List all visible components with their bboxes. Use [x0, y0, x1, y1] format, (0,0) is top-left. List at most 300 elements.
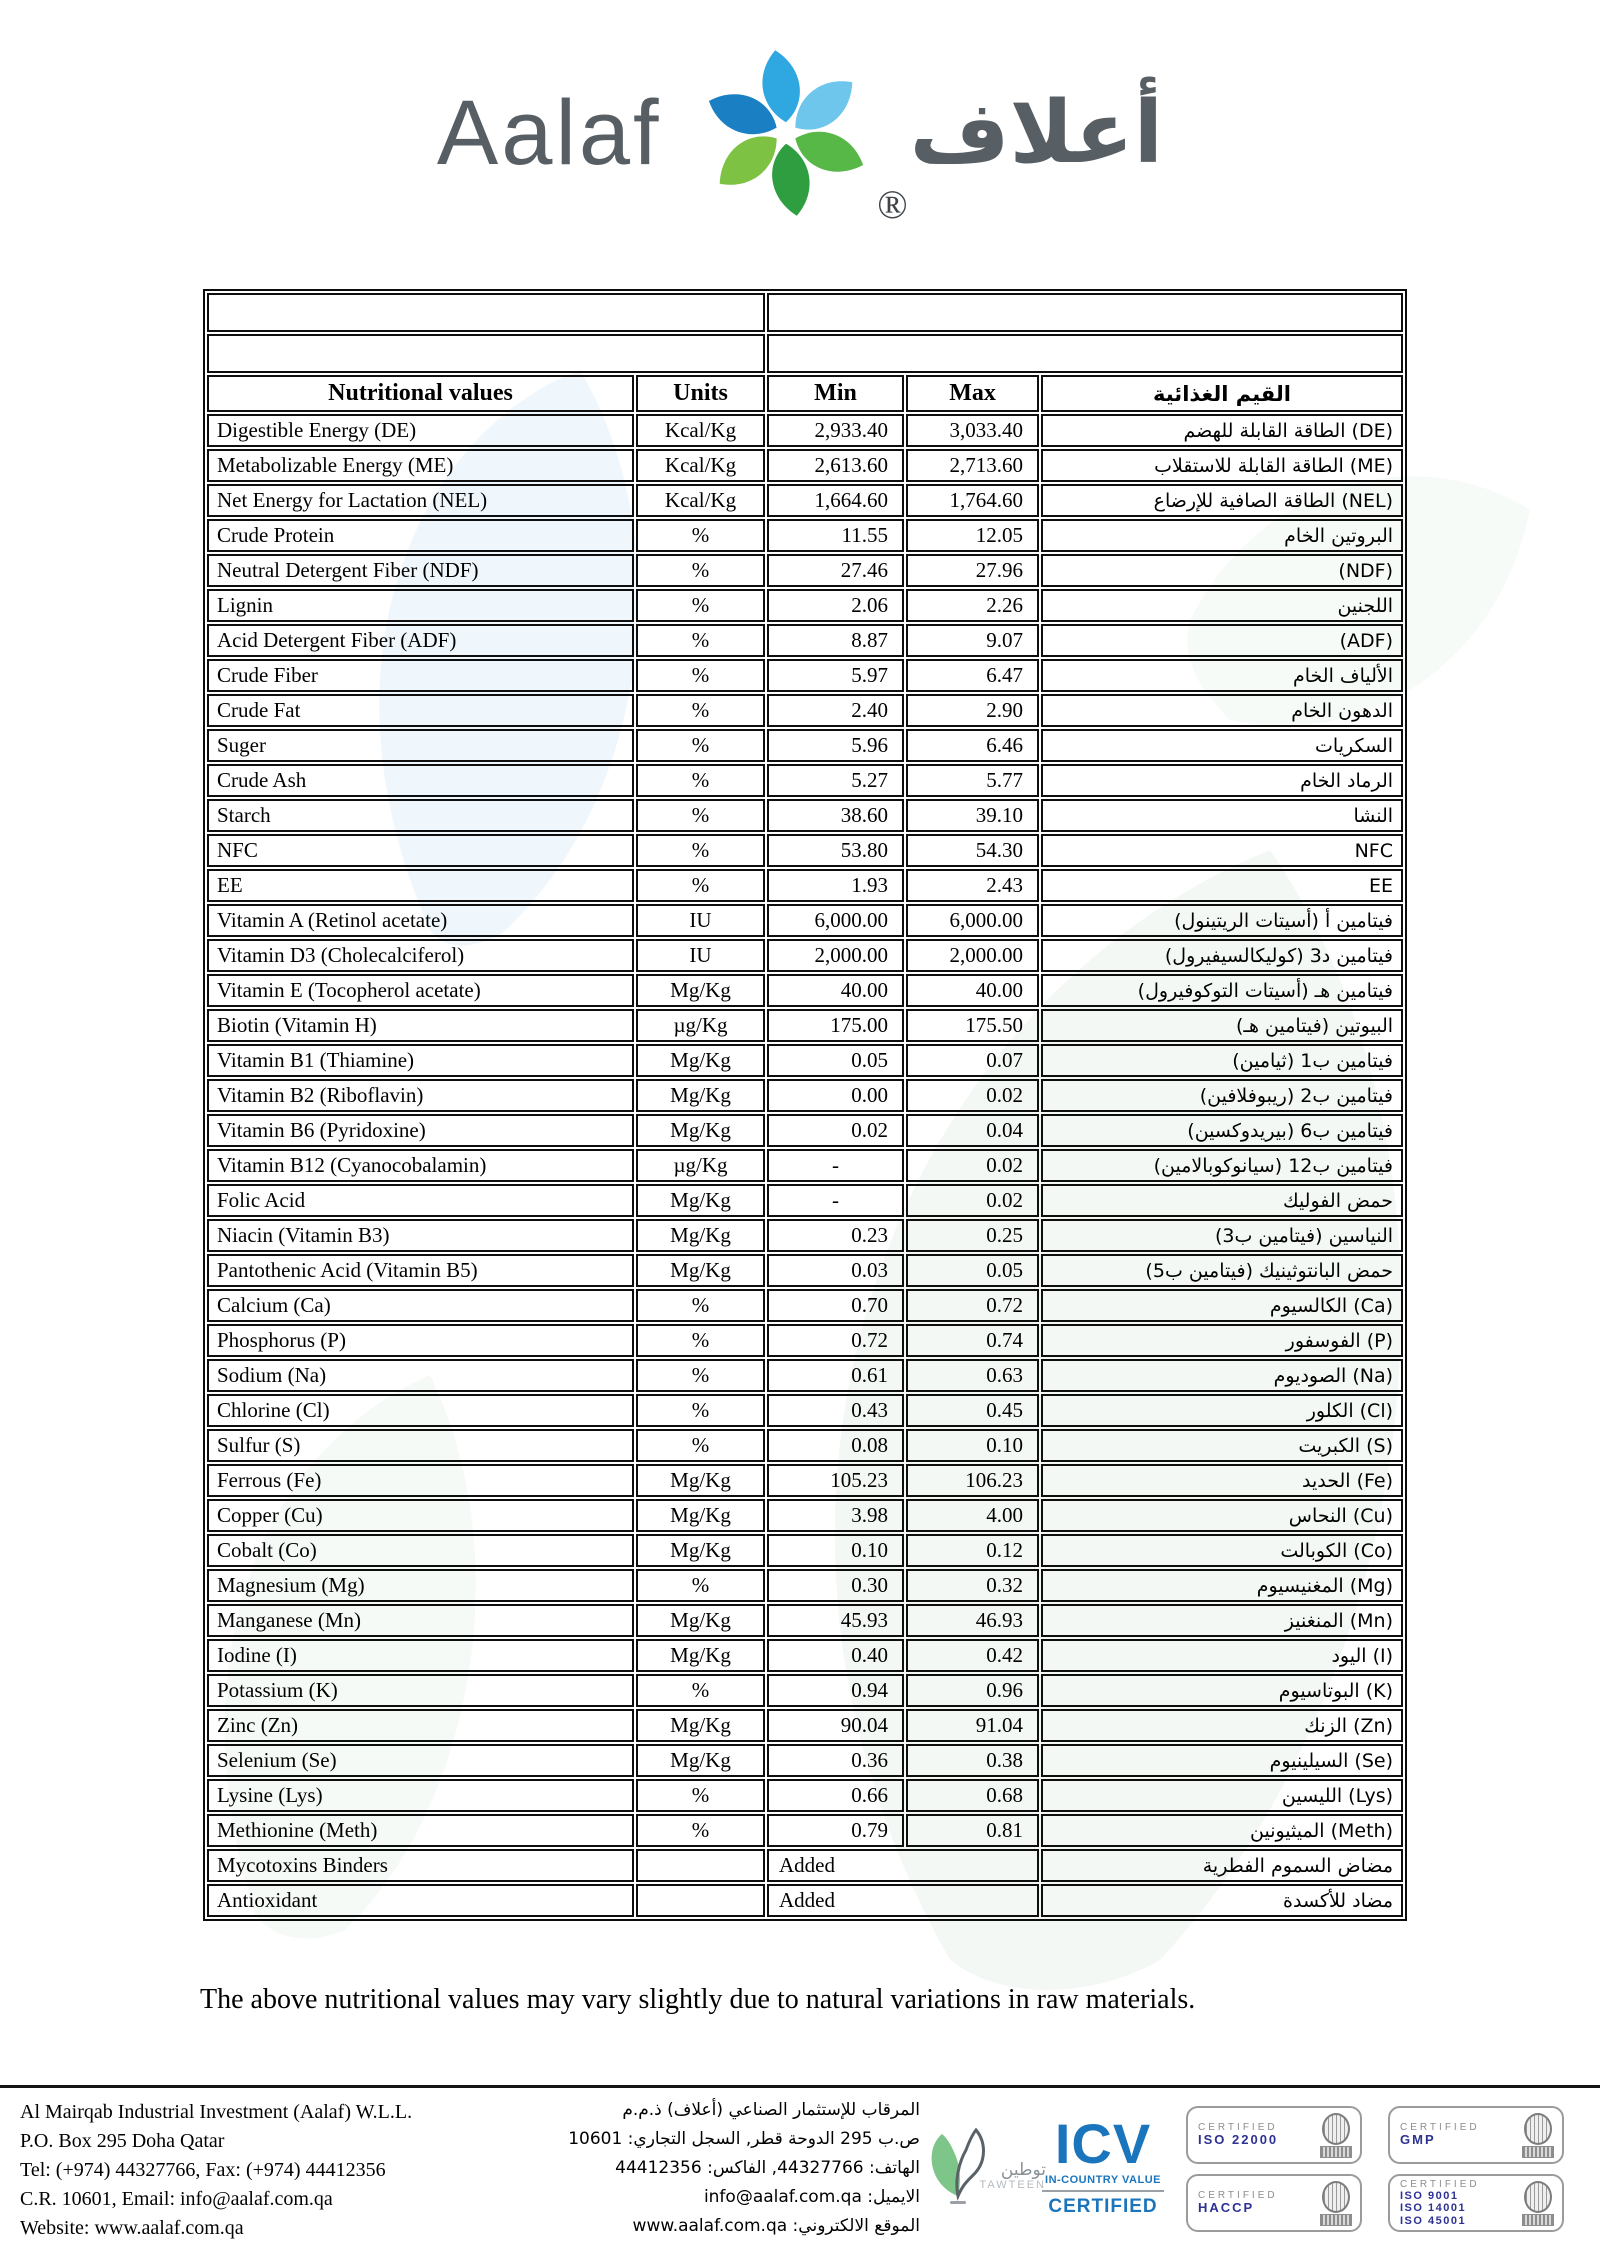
row-arabic-cell: السكريات [1041, 729, 1403, 762]
row-max-cell: 3,033.40 [906, 414, 1039, 447]
icv-certified-label: CERTIFIED [1048, 2195, 1158, 2217]
row-arabic-cell: النياسين (فيتامين ب3) [1041, 1219, 1403, 1252]
row-arabic-cell: حمض الفوليك [1041, 1184, 1403, 1217]
company-info-line: C.R. 10601, Email: info@aalaf.com.qa [20, 2188, 333, 2210]
row-name-cell: Calcium (Ca) [207, 1289, 634, 1322]
company-info-line: Tel: (+974) 44327766, Fax: (+974) 44412356 [20, 2159, 386, 2181]
row-units-cell: % [636, 799, 765, 832]
emblem-oval-icon [1524, 2113, 1552, 2145]
row-max-cell: 0.07 [906, 1044, 1039, 1077]
row-min-cell: 0.03 [767, 1254, 904, 1287]
row-max-cell: 54.30 [906, 834, 1039, 867]
row-min-cell: 0.79 [767, 1814, 904, 1847]
row-name-cell: Starch [207, 799, 634, 832]
row-name-cell: Phosphorus (P) [207, 1324, 634, 1357]
table-row [207, 1324, 1403, 1357]
row-arabic-cell: (S) الكبريت [1041, 1429, 1403, 1462]
row-name-cell: Vitamin A (Retinol acetate) [207, 904, 634, 937]
bureau-veritas-emblem-icon [1522, 2181, 1554, 2226]
row-name-cell: Sodium (Na) [207, 1359, 634, 1392]
table-row [207, 1884, 1403, 1917]
table-row [207, 974, 1403, 1007]
emblem-barcode-icon [1522, 2214, 1554, 2226]
badge-text [1198, 2122, 1278, 2148]
row-max-cell: 0.68 [906, 1779, 1039, 1812]
emblem-barcode-icon [1522, 2146, 1554, 2158]
row-min-cell: 0.10 [767, 1534, 904, 1567]
row-max-cell: 0.63 [906, 1359, 1039, 1392]
icv-title: ICV [1054, 2112, 1152, 2175]
row-min-cell: 2,933.40 [767, 414, 904, 447]
row-min-cell: 1,664.60 [767, 484, 904, 517]
row-min-cell: 0.70 [767, 1289, 904, 1322]
row-max-cell: 0.02 [906, 1149, 1039, 1182]
row-min-cell: 11.55 [767, 519, 904, 552]
table-row [207, 484, 1403, 517]
row-min-cell: 0.61 [767, 1359, 904, 1392]
row-min-cell: 5.96 [767, 729, 904, 762]
company-info-line-arabic: المرقاب للإستثمار الصناعي (أعلاف) ذ.م.م [622, 2100, 920, 2120]
certification-badges [1186, 2106, 1568, 2232]
row-units-cell: % [636, 1779, 765, 1812]
row-name-cell: Suger [207, 729, 634, 762]
table-row [207, 729, 1403, 762]
row-max-cell: 46.93 [906, 1604, 1039, 1637]
row-name-cell: Net Energy for Lactation (NEL) [207, 484, 634, 517]
row-min-cell: 45.93 [767, 1604, 904, 1637]
column-header-arabic: القيم الغذائية [1041, 375, 1403, 412]
row-min-cell: 3.98 [767, 1499, 904, 1532]
row-arabic-cell: (ME) الطاقة القابلة للاستقلاب [1041, 449, 1403, 482]
row-arabic-cell: فيتامين ب1 (ثيامين) [1041, 1044, 1403, 1077]
row-arabic-cell: EE [1041, 869, 1403, 902]
row-max-cell: 2.43 [906, 869, 1039, 902]
row-units-cell: Mg/Kg [636, 1184, 765, 1217]
badge-standard-label: ISO 45001 [1400, 2214, 1467, 2227]
certification-badge [1186, 2106, 1362, 2164]
row-max-cell: 0.25 [906, 1219, 1039, 1252]
table-row [207, 1429, 1403, 1462]
row-max-cell: 6.47 [906, 659, 1039, 692]
row-units-cell: Kcal/Kg [636, 484, 765, 517]
row-arabic-cell: فيتامين ب2 (ريبوفلافين) [1041, 1079, 1403, 1112]
row-min-cell: 2,613.60 [767, 449, 904, 482]
row-name-cell: Potassium (K) [207, 1674, 634, 1707]
row-units-cell: % [636, 1394, 765, 1427]
row-max-cell: 0.02 [906, 1079, 1039, 1112]
emblem-barcode-icon [1320, 2146, 1352, 2158]
tawteen-logo [928, 2128, 1046, 2208]
row-arabic-cell: (Zn) الزنك [1041, 1709, 1403, 1742]
row-max-cell: 2,000.00 [906, 939, 1039, 972]
row-arabic-cell: البيوتين (فيتامين هـ) [1041, 1009, 1403, 1042]
row-units-cell: Mg/Kg [636, 1219, 765, 1252]
table-row [207, 1114, 1403, 1147]
row-name-cell: Mycotoxins Binders [207, 1849, 634, 1882]
badge-standard-label: GMP [1400, 2132, 1436, 2148]
row-arabic-cell: (Cl) الكلور [1041, 1394, 1403, 1427]
row-units-cell: Kcal/Kg [636, 414, 765, 447]
row-max-cell: 0.32 [906, 1569, 1039, 1602]
row-min-cell: - [767, 1184, 904, 1217]
bureau-veritas-emblem-icon [1320, 2113, 1352, 2158]
row-name-cell: Lignin [207, 589, 634, 622]
row-units-cell: IU [636, 939, 765, 972]
row-max-cell: 1,764.60 [906, 484, 1039, 517]
tawteen-wordmark [979, 2162, 1046, 2191]
table-row [207, 659, 1403, 692]
feed-name-row [207, 293, 1403, 332]
row-units-cell: % [636, 1289, 765, 1322]
row-units-cell: Mg/Kg [636, 1709, 765, 1742]
row-name-cell: Folic Acid [207, 1184, 634, 1217]
row-max-cell: 0.05 [906, 1254, 1039, 1287]
table-row [207, 939, 1403, 972]
badge-text [1400, 2179, 1480, 2228]
row-min-cell: 0.66 [767, 1779, 904, 1812]
table-row [207, 1849, 1403, 1882]
row-arabic-cell: (I) اليود [1041, 1639, 1403, 1672]
badge-certified-label: CERTIFIED [1400, 2122, 1480, 2134]
row-arabic-cell: (ADF) [1041, 624, 1403, 657]
row-max-cell: 2.90 [906, 694, 1039, 727]
row-arabic-cell: (Se) السيلينيوم [1041, 1744, 1403, 1777]
table-row [207, 834, 1403, 867]
row-name-cell: Selenium (Se) [207, 1744, 634, 1777]
row-name-cell: Copper (Cu) [207, 1499, 634, 1532]
row-max-cell: 0.72 [906, 1289, 1039, 1322]
table-row [207, 1149, 1403, 1182]
table-row [207, 414, 1403, 447]
row-min-cell: 90.04 [767, 1709, 904, 1742]
column-header-units: Units [636, 375, 765, 412]
certification-badge [1388, 2106, 1564, 2164]
table-row [207, 1254, 1403, 1287]
row-arabic-cell: البروتين الخام [1041, 519, 1403, 552]
row-min-cell: 0.94 [767, 1674, 904, 1707]
row-arabic-cell: الدهون الخام [1041, 694, 1403, 727]
column-header-row [207, 375, 1403, 412]
row-arabic-cell: فيتامين ب12 (سيانوكوبالامين) [1041, 1149, 1403, 1182]
row-arabic-cell: اللجنين [1041, 589, 1403, 622]
row-min-cell: 105.23 [767, 1464, 904, 1497]
row-min-cell: 175.00 [767, 1009, 904, 1042]
row-units-cell [636, 1884, 765, 1917]
row-max-cell: 0.42 [906, 1639, 1039, 1672]
row-min-cell: 40.00 [767, 974, 904, 1007]
row-min-cell: 0.02 [767, 1114, 904, 1147]
company-info-english [20, 2098, 412, 2243]
feed-name-label: Feed Name: [207, 293, 765, 332]
row-units-cell: % [636, 1429, 765, 1462]
brand-header [0, 42, 1600, 227]
row-max-cell: 2.26 [906, 589, 1039, 622]
emblem-oval-icon [1322, 2113, 1350, 2145]
row-arabic-cell: (P) الفوسفور [1041, 1324, 1403, 1357]
row-name-cell: Vitamin B1 (Thiamine) [207, 1044, 634, 1077]
row-min-cell: 0.23 [767, 1219, 904, 1252]
row-name-cell: Biotin (Vitamin H) [207, 1009, 634, 1042]
row-name-cell: Vitamin B2 (Riboflavin) [207, 1079, 634, 1112]
row-units-cell: µg/Kg [636, 1149, 765, 1182]
tawteen-arabic-label: توطين [1000, 2160, 1046, 2180]
row-arabic-cell: (Co) الكوبالت [1041, 1534, 1403, 1567]
row-max-cell: 0.04 [906, 1114, 1039, 1147]
row-arabic-cell: النشا [1041, 799, 1403, 832]
row-units-cell: µg/Kg [636, 1009, 765, 1042]
row-units-cell: Kcal/Kg [636, 449, 765, 482]
row-name-cell: Crude Protein [207, 519, 634, 552]
bureau-veritas-emblem-icon [1522, 2113, 1554, 2158]
row-name-cell: NFC [207, 834, 634, 867]
row-name-cell: Vitamin D3 (Cholecalciferol) [207, 939, 634, 972]
row-max-cell: 39.10 [906, 799, 1039, 832]
row-arabic-cell: فيتامين أ (أسيتات الريتينول) [1041, 904, 1403, 937]
row-arabic-cell: (Fe) الحديد [1041, 1464, 1403, 1497]
company-info-line-arabic: الموقع الالكتروني: www.aalaf.com.qa [632, 2216, 920, 2236]
table-row [207, 1569, 1403, 1602]
table-row [207, 1779, 1403, 1812]
row-max-cell: 0.38 [906, 1744, 1039, 1777]
row-arabic-cell: (NEL) الطاقة الصافية للإرضاع [1041, 484, 1403, 517]
row-arabic-cell: مضاض السموم الفطرية [1041, 1849, 1403, 1882]
row-max-cell: 5.77 [906, 764, 1039, 797]
row-min-cell: 0.72 [767, 1324, 904, 1357]
table-row [207, 519, 1403, 552]
table-row [207, 1534, 1403, 1567]
row-name-cell: Manganese (Mn) [207, 1604, 634, 1637]
badge-standard-label: ISO 9001 [1400, 2189, 1459, 2202]
row-min-cell: 0.00 [767, 1079, 904, 1112]
company-info-line: Website: www.aalaf.com.qa [20, 2217, 244, 2239]
row-min-cell: 53.80 [767, 834, 904, 867]
row-max-cell: 6,000.00 [906, 904, 1039, 937]
brand-logo [696, 42, 908, 227]
row-arabic-cell: (NDF) [1041, 554, 1403, 587]
row-max-cell: 9.07 [906, 624, 1039, 657]
emblem-oval-icon [1322, 2181, 1350, 2213]
row-units-cell: Mg/Kg [636, 1499, 765, 1532]
badge-standard-label: HACCP [1198, 2200, 1255, 2216]
brand-name-latin: Aalaf [436, 82, 662, 184]
company-info-line-arabic: الايميل: info@aalaf.com.qa [703, 2187, 920, 2207]
tawteen-latin-label: TAWTEEN [979, 2178, 1046, 2191]
row-min-cell: 2,000.00 [767, 939, 904, 972]
company-info-line-arabic: ص.ب 295 الدوحة قطر, السجل التجاري: 10601 [568, 2129, 920, 2149]
row-arabic-cell: NFC [1041, 834, 1403, 867]
feed-size-value: 6 mm [767, 334, 1403, 373]
row-units-cell: IU [636, 904, 765, 937]
row-min-cell: 1.93 [767, 869, 904, 902]
row-min-cell: 0.05 [767, 1044, 904, 1077]
table-row [207, 449, 1403, 482]
table-row [207, 764, 1403, 797]
row-max-cell: 0.10 [906, 1429, 1039, 1462]
registered-trademark-icon: ® [877, 182, 908, 227]
emblem-barcode-icon [1320, 2214, 1352, 2226]
row-arabic-cell: (K) البوتاسيوم [1041, 1674, 1403, 1707]
row-max-cell: 27.96 [906, 554, 1039, 587]
row-name-cell: Crude Fat [207, 694, 634, 727]
table-row [207, 1009, 1403, 1042]
row-units-cell: % [636, 554, 765, 587]
row-name-cell: Niacin (Vitamin B3) [207, 1219, 634, 1252]
table-row [207, 554, 1403, 587]
table-row [207, 694, 1403, 727]
row-units-cell: Mg/Kg [636, 1254, 765, 1287]
company-info-line-arabic: الهاتف: 44327766, الفاكس: 44412356 [615, 2158, 920, 2178]
row-units-cell: Mg/Kg [636, 1114, 765, 1147]
row-max-cell: 0.96 [906, 1674, 1039, 1707]
row-max-cell: 0.81 [906, 1814, 1039, 1847]
row-arabic-cell: فيتامين هـ (أسيتات التوكوفيرول) [1041, 974, 1403, 1007]
row-min-cell: 2.40 [767, 694, 904, 727]
feed-size-label: Feed Size: [207, 334, 765, 373]
table-row [207, 1709, 1403, 1742]
company-info-arabic [470, 2096, 920, 2241]
row-name-cell: Vitamin B6 (Pyridoxine) [207, 1114, 634, 1147]
row-name-cell: Pantothenic Acid (Vitamin B5) [207, 1254, 634, 1287]
column-header-min: Min [767, 375, 904, 412]
badge-certified-label: CERTIFIED [1198, 2190, 1278, 2202]
row-arabic-cell: فيتامين د3 (كوليكالسيفيرول) [1041, 939, 1403, 972]
row-max-cell: 0.02 [906, 1184, 1039, 1217]
row-arabic-cell: (Mn) المنغنيز [1041, 1604, 1403, 1637]
table-row [207, 1184, 1403, 1217]
row-name-cell: Metabolizable Energy (ME) [207, 449, 634, 482]
row-units-cell: Mg/Kg [636, 1604, 765, 1637]
row-name-cell: Cobalt (Co) [207, 1534, 634, 1567]
table-row [207, 799, 1403, 832]
row-units-cell: Mg/Kg [636, 974, 765, 1007]
footer-divider [0, 2085, 1600, 2088]
table-row [207, 1674, 1403, 1707]
row-units-cell: % [636, 1814, 765, 1847]
column-header-nutritional-values: Nutritional values [207, 375, 634, 412]
row-units-cell: % [636, 519, 765, 552]
row-arabic-cell: فيتامين ب6 (بيريدوكسين) [1041, 1114, 1403, 1147]
table-row [207, 1814, 1403, 1847]
feed-size-row [207, 334, 1403, 373]
row-arabic-cell: (Cu) النحاس [1041, 1499, 1403, 1532]
row-min-cell: 8.87 [767, 624, 904, 657]
row-min-cell: 5.27 [767, 764, 904, 797]
row-arabic-cell: مضاد للأكسدة [1041, 1884, 1403, 1917]
row-added-cell: Added [767, 1884, 1039, 1917]
certification-badge [1388, 2174, 1564, 2232]
row-max-cell: 12.05 [906, 519, 1039, 552]
row-name-cell: Ferrous (Fe) [207, 1464, 634, 1497]
row-units-cell: Mg/Kg [636, 1744, 765, 1777]
row-name-cell: Crude Ash [207, 764, 634, 797]
icv-logo [1042, 2112, 1164, 2218]
row-arabic-cell: (Ca) الكالسيوم [1041, 1289, 1403, 1322]
row-min-cell: 6,000.00 [767, 904, 904, 937]
table-row [207, 869, 1403, 902]
row-max-cell: 0.12 [906, 1534, 1039, 1567]
pinwheel-icon [696, 42, 876, 224]
disclaimer-text: The above nutritional values may vary slightly due to natural variations in raw materials. [200, 1984, 1196, 2015]
row-name-cell: Antioxidant [207, 1884, 634, 1917]
row-max-cell: 4.00 [906, 1499, 1039, 1532]
row-max-cell: 6.46 [906, 729, 1039, 762]
row-units-cell: % [636, 764, 765, 797]
row-arabic-cell: (Na) الصوديوم [1041, 1359, 1403, 1392]
row-min-cell: 0.36 [767, 1744, 904, 1777]
row-units-cell: % [636, 1359, 765, 1392]
row-units-cell: % [636, 869, 765, 902]
table-row [207, 1499, 1403, 1532]
table-row [207, 589, 1403, 622]
row-arabic-cell: (DE) الطاقة القابلة للهضم [1041, 414, 1403, 447]
row-min-cell: 5.97 [767, 659, 904, 692]
row-max-cell: 40.00 [906, 974, 1039, 1007]
row-min-cell: 0.40 [767, 1639, 904, 1672]
table-row [207, 624, 1403, 657]
row-units-cell: Mg/Kg [636, 1639, 765, 1672]
certification-badge [1186, 2174, 1362, 2232]
row-units-cell: Mg/Kg [636, 1079, 765, 1112]
row-name-cell: Digestible Energy (DE) [207, 414, 634, 447]
brand-name-arabic: أعلاف [909, 83, 1164, 183]
row-units-cell: % [636, 1324, 765, 1357]
row-added-cell: Added [767, 1849, 1039, 1882]
row-units-cell [636, 1849, 765, 1882]
row-max-cell: 106.23 [906, 1464, 1039, 1497]
table-row [207, 1359, 1403, 1392]
badge-text [1198, 2190, 1278, 2216]
row-arabic-cell: (Mg) المغنيسيوم [1041, 1569, 1403, 1602]
row-units-cell: % [636, 624, 765, 657]
row-max-cell: 0.45 [906, 1394, 1039, 1427]
company-info-line: Al Mairqab Industrial Investment (Aalaf) W.L.L. [20, 2101, 413, 2123]
table-row [207, 1289, 1403, 1322]
row-min-cell: 0.08 [767, 1429, 904, 1462]
row-units-cell: % [636, 729, 765, 762]
row-min-cell: 38.60 [767, 799, 904, 832]
row-name-cell: Crude Fiber [207, 659, 634, 692]
row-name-cell: Vitamin E (Tocopherol acetate) [207, 974, 634, 1007]
badge-standard-label: ISO 14001 [1400, 2202, 1467, 2215]
row-arabic-cell: حمض البانتوثينيك (فيتامين ب5) [1041, 1254, 1403, 1287]
row-name-cell: Lysine (Lys) [207, 1779, 634, 1812]
table-row [207, 904, 1403, 937]
table-row [207, 1744, 1403, 1777]
row-units-cell: % [636, 1569, 765, 1602]
feed-name-value: DEER FEED 12% [767, 293, 1403, 332]
row-arabic-cell: الرماد الخام [1041, 764, 1403, 797]
row-units-cell: % [636, 1674, 765, 1707]
row-min-cell: 2.06 [767, 589, 904, 622]
row-max-cell: 91.04 [906, 1709, 1039, 1742]
row-name-cell: Chlorine (Cl) [207, 1394, 634, 1427]
row-arabic-cell: الألياف الخام [1041, 659, 1403, 692]
row-units-cell: Mg/Kg [636, 1464, 765, 1497]
row-name-cell: Acid Detergent Fiber (ADF) [207, 624, 634, 657]
row-name-cell: EE [207, 869, 634, 902]
row-name-cell: Vitamin B12 (Cyanocobalamin) [207, 1149, 634, 1182]
row-min-cell: 0.30 [767, 1569, 904, 1602]
table-row [207, 1079, 1403, 1112]
row-units-cell: % [636, 589, 765, 622]
nutrition-table [203, 289, 1407, 1921]
row-units-cell: % [636, 834, 765, 867]
row-name-cell: Sulfur (S) [207, 1429, 634, 1462]
table-row [207, 1044, 1403, 1077]
table-row [207, 1219, 1403, 1252]
row-max-cell: 0.74 [906, 1324, 1039, 1357]
column-header-max: Max [906, 375, 1039, 412]
